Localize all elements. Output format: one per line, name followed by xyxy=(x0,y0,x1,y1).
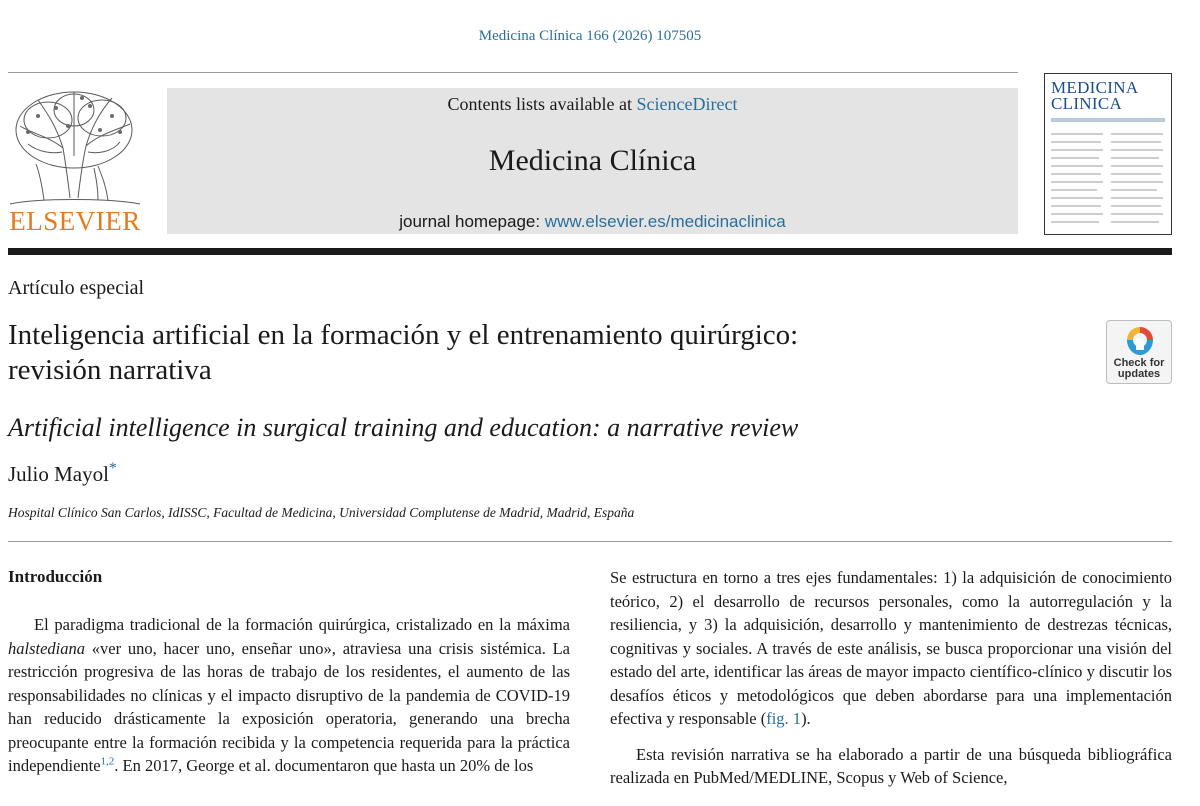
cover-contents-lines xyxy=(1051,128,1165,232)
paragraph xyxy=(610,566,1172,731)
journal-homepage-link[interactable]: www.elsevier.es/medicinaclinica xyxy=(544,212,786,231)
italic-term: halstediana xyxy=(8,638,85,658)
sciencedirect-link[interactable]: ScienceDirect xyxy=(636,94,738,114)
cover-title-line2: CLINICA xyxy=(1051,94,1123,113)
article-type: Artículo especial xyxy=(8,277,145,299)
journal-citation[interactable]: Medicina Clínica 166 (2026) 107505 xyxy=(478,28,702,44)
check-for-updates-icon xyxy=(1125,325,1155,357)
article-title-es-line1: Inteligencia artificial en la formación y el entrenamiento quirúrgico: xyxy=(8,319,799,351)
section-heading: Introducción xyxy=(8,567,103,586)
text-run: Se estructura en torno a tres ejes fundamentales: 1) la adquisición de conocimiento teórico, 2) el desarrollo de recursos personales, como la autorregulación y la resiliencia, y 3) la adquisición, desarrollo y mantenimiento de destrezas técnicas, cognitivas y sociales. A través de este análisis, se busca proporcionar una visión del estado del arte, identificar las áreas de mayor impacto científico-clínico y discutir los desafíos éticos y metodológicos que deben abordarse para una implementación efectiva y responsable ( xyxy=(610,568,1172,728)
reference-link[interactable]: 1,2 xyxy=(100,755,115,768)
homepage-prefix: journal homepage: xyxy=(399,212,545,231)
cover-title-line1: MEDICINA xyxy=(1051,78,1139,97)
author xyxy=(8,462,117,487)
corresponding-author-mark[interactable]: * xyxy=(108,460,117,477)
text-run: ). xyxy=(801,709,811,728)
article-title-es xyxy=(8,318,1088,388)
homepage-line xyxy=(167,212,1018,232)
paragraph: Esta revisión narrativa se ha elaborado a partir de una búsqueda bibliográfica realizada en PubMed/MEDLINE, Scopus y Web of Science, xyxy=(610,744,1172,787)
abstract-divider xyxy=(8,541,1172,542)
body-column-left xyxy=(8,613,570,778)
header-divider xyxy=(8,72,1018,73)
cover-title xyxy=(1051,80,1166,112)
text-run: El paradigma tradicional de la formación quirúrgica, cristalizado en la máxima xyxy=(34,615,570,634)
journal-cover-thumbnail[interactable] xyxy=(1044,73,1172,235)
contents-prefix: Contents lists available at xyxy=(447,94,637,114)
figure-link[interactable]: fig. 1 xyxy=(766,709,802,728)
cover-band xyxy=(1051,118,1165,122)
text-run: «ver uno, hacer uno, enseñar uno», atraviesa una crisis sistémica. La restricción progresiva de las horas de trabajo de los residentes, el aumento de las responsabilidades no clínicas y el impacto disruptivo de la pandemia de COVID-19 han reducido drásticamente la exposición operatoria, generando una brecha preocupante entre la formación recibida y la competencia requerida para la práctica independiente xyxy=(8,638,570,775)
check-updates-line1: Check for xyxy=(1113,357,1165,369)
header-thick-rule xyxy=(8,248,1172,255)
contents-line xyxy=(167,94,1018,115)
publisher-wordmark[interactable]: ELSEVIER xyxy=(9,206,141,236)
affiliation: Hospital Clínico San Carlos, IdISSC, Facultad de Medicina, Universidad Complutense de Madrid, Madrid, España xyxy=(8,505,635,520)
check-updates-line2: updates xyxy=(1117,368,1161,380)
article-title-es-line2: revisión narrativa xyxy=(8,354,212,386)
journal-name: Medicina Clínica xyxy=(488,144,697,177)
body-column-right xyxy=(610,566,1172,790)
article-title-en: Artificial intelligence in surgical training and education: a narrative review xyxy=(8,413,799,442)
author-name[interactable]: Julio Mayol xyxy=(8,462,109,486)
text-run: . En 2017, George et al. documentaron que hasta un 20% de los xyxy=(114,756,534,775)
check-for-updates-label xyxy=(1107,358,1171,380)
paragraph xyxy=(8,613,570,778)
check-for-updates-button[interactable] xyxy=(1106,320,1172,384)
journal-banner xyxy=(167,88,1018,234)
